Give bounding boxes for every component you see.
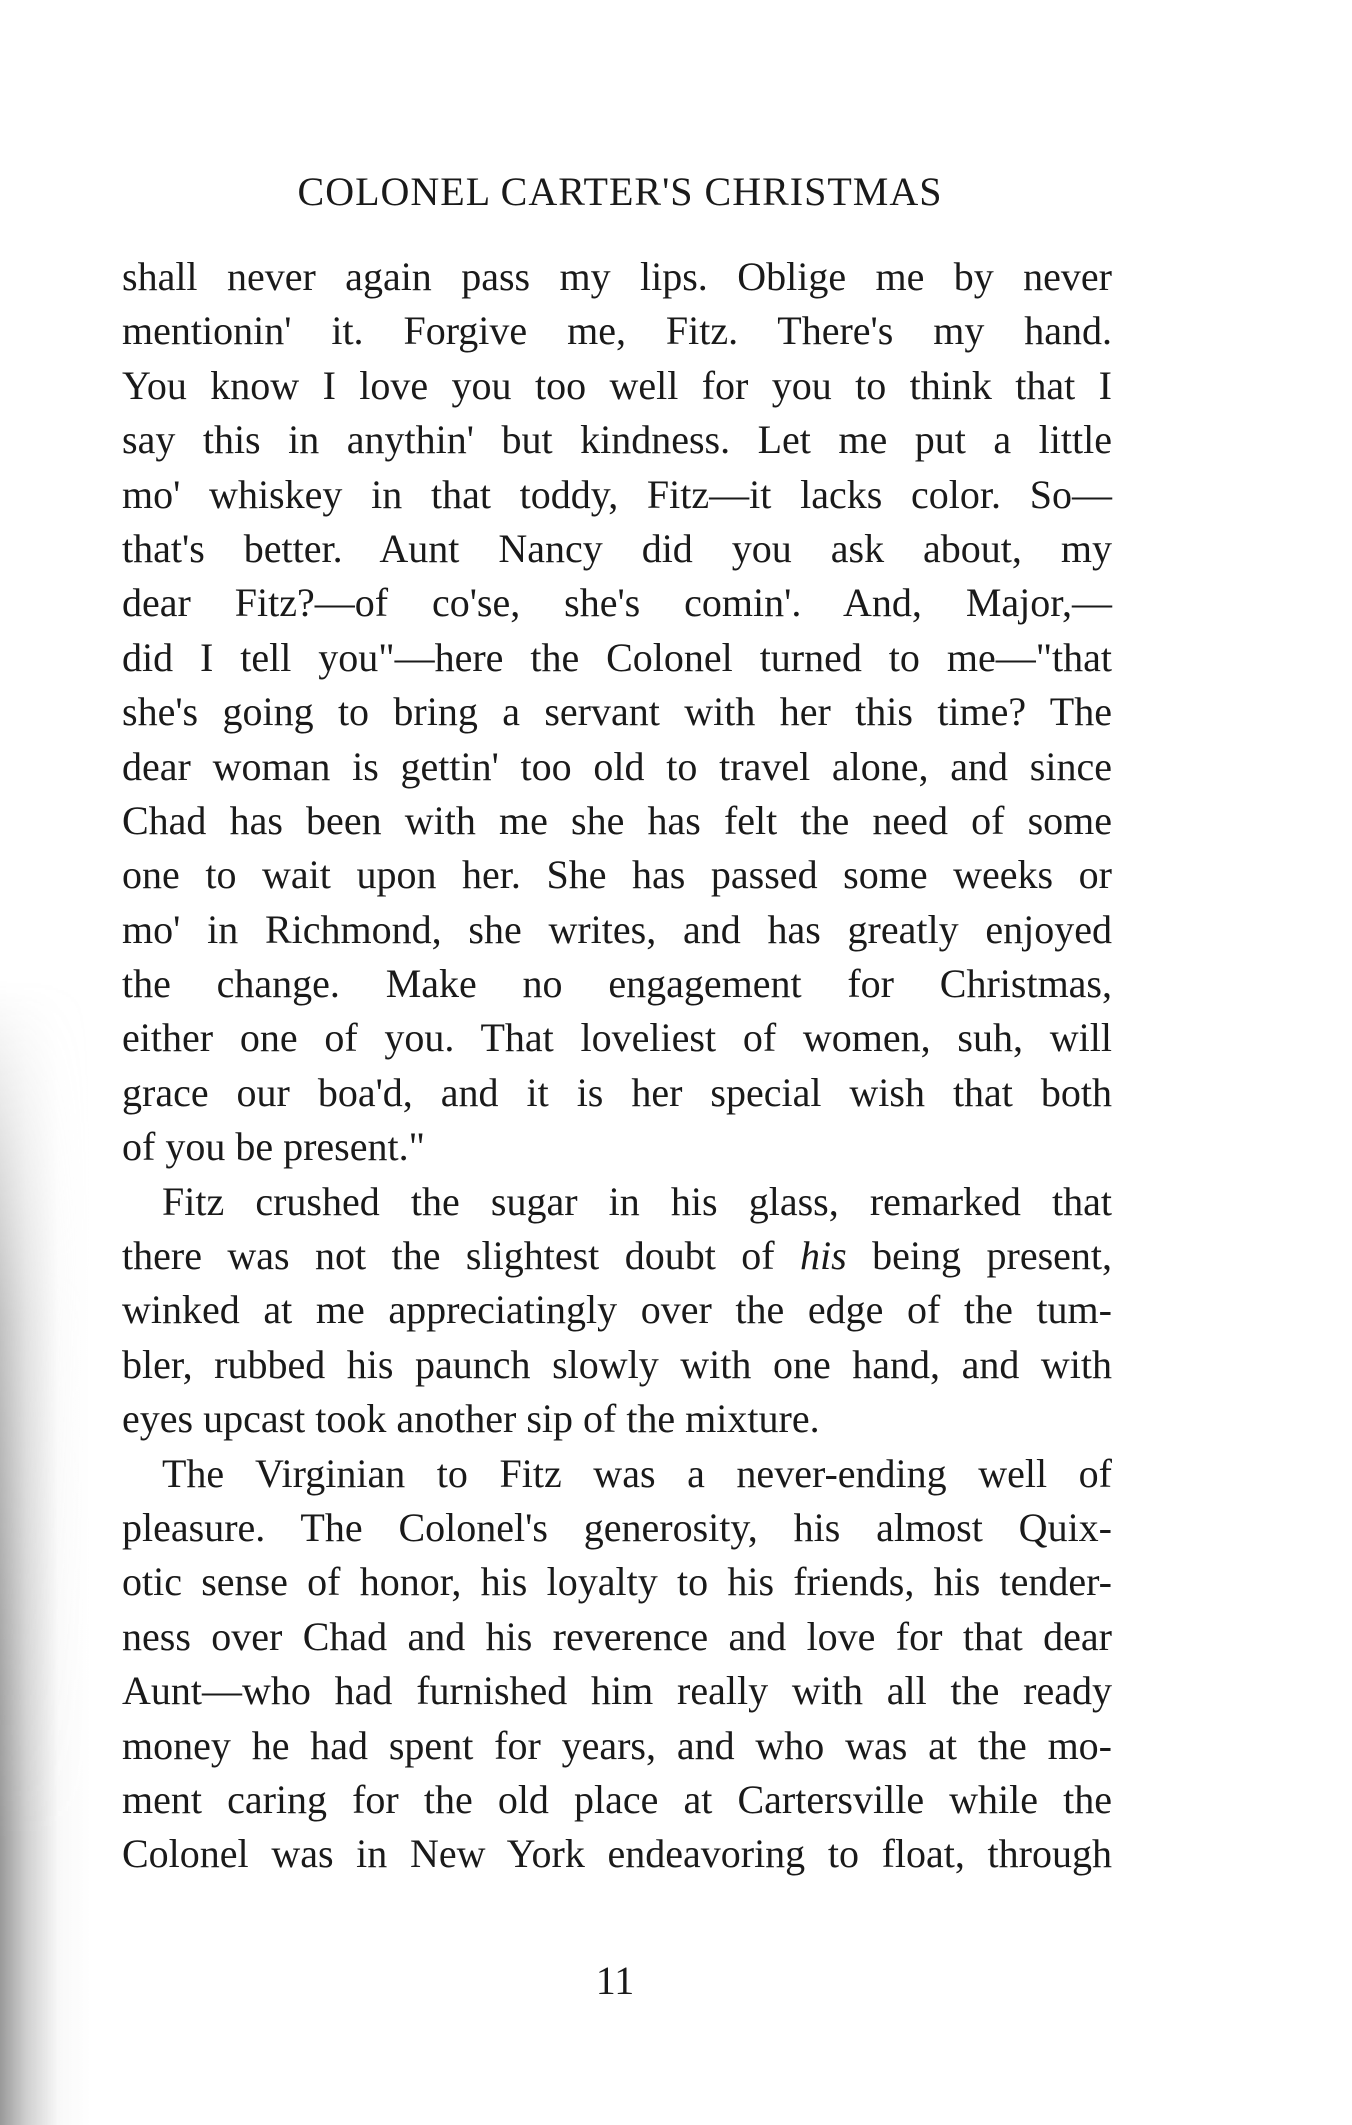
text-line: The Virginian to Fitz was a never-ending well of bbox=[162, 1450, 1112, 1496]
emphasis-word: his bbox=[800, 1233, 847, 1279]
text-line: dear Fitz?—of co'se, she's comin'. And, Major,— bbox=[122, 580, 1112, 626]
text-line: either one of you. That loveliest of women, suh, will bbox=[122, 1015, 1112, 1061]
text-line: You know I love you too well for you to think that I bbox=[122, 362, 1112, 408]
text-line: say this in anythin' but kindness. Let me put a little bbox=[122, 417, 1112, 463]
running-head: COLONEL CARTER'S CHRISTMAS bbox=[297, 169, 943, 214]
text-line: pleasure. The Colonel's generosity, his almost Quix- bbox=[122, 1504, 1112, 1550]
text-line: otic sense of honor, his loyalty to his friends, his tender- bbox=[122, 1559, 1112, 1605]
line-segment: being present, bbox=[846, 1233, 1113, 1279]
line-segment: there was not the slightest doubt of bbox=[122, 1233, 801, 1279]
text-line: mo' in Richmond, she writes, and has greatly enjoyed bbox=[122, 906, 1112, 952]
text-line: bler, rubbed his paunch slowly with one hand, and with bbox=[122, 1341, 1112, 1387]
text-line: that's better. Aunt Nancy did you ask about, my bbox=[122, 525, 1112, 571]
text-line: eyes upcast took another sip of the mixture. bbox=[122, 1396, 820, 1442]
text-line: money he had spent for years, and who was at the mo- bbox=[122, 1722, 1112, 1768]
text-line: ment caring for the old place at Cartersville while the bbox=[122, 1776, 1112, 1822]
binding-gutter-shadow bbox=[0, 980, 90, 2125]
text-line: Aunt—who had furnished him really with all the ready bbox=[122, 1668, 1112, 1714]
text-line: Colonel was in New York endeavoring to float, through bbox=[122, 1831, 1112, 1877]
text-line: grace our boa'd, and it is her special wish that both bbox=[122, 1069, 1112, 1115]
text-line: mo' whiskey in that toddy, Fitz—it lacks color. So— bbox=[122, 471, 1112, 517]
text-line: shall never again pass my lips. Oblige me by never bbox=[122, 254, 1112, 299]
text-line: ness over Chad and his reverence and love for that dear bbox=[122, 1613, 1112, 1659]
text-line: the change. Make no engagement for Christmas, bbox=[122, 961, 1112, 1007]
body-text bbox=[122, 250, 1112, 1882]
text-line: winked at me appreciatingly over the edge of the tum- bbox=[122, 1287, 1112, 1333]
text-line: mentionin' it. Forgive me, Fitz. There's my hand. bbox=[122, 308, 1112, 354]
text-line: she's going to bring a servant with her this time? The bbox=[122, 689, 1112, 735]
text-line: of you be present." bbox=[122, 1124, 425, 1170]
text-line: did I tell you"—here the Colonel turned to me—"that bbox=[122, 634, 1112, 680]
text-line-with-emphasis bbox=[122, 1229, 1112, 1283]
text-line: Chad has been with me she has felt the need of some bbox=[122, 797, 1112, 843]
page-number: 11 bbox=[595, 1958, 635, 2003]
text-line: Fitz crushed the sugar in his glass, remarked that bbox=[162, 1178, 1112, 1224]
text-line: dear woman is gettin' too old to travel alone, and since bbox=[122, 743, 1112, 789]
text-line: one to wait upon her. She has passed some weeks or bbox=[122, 852, 1112, 898]
